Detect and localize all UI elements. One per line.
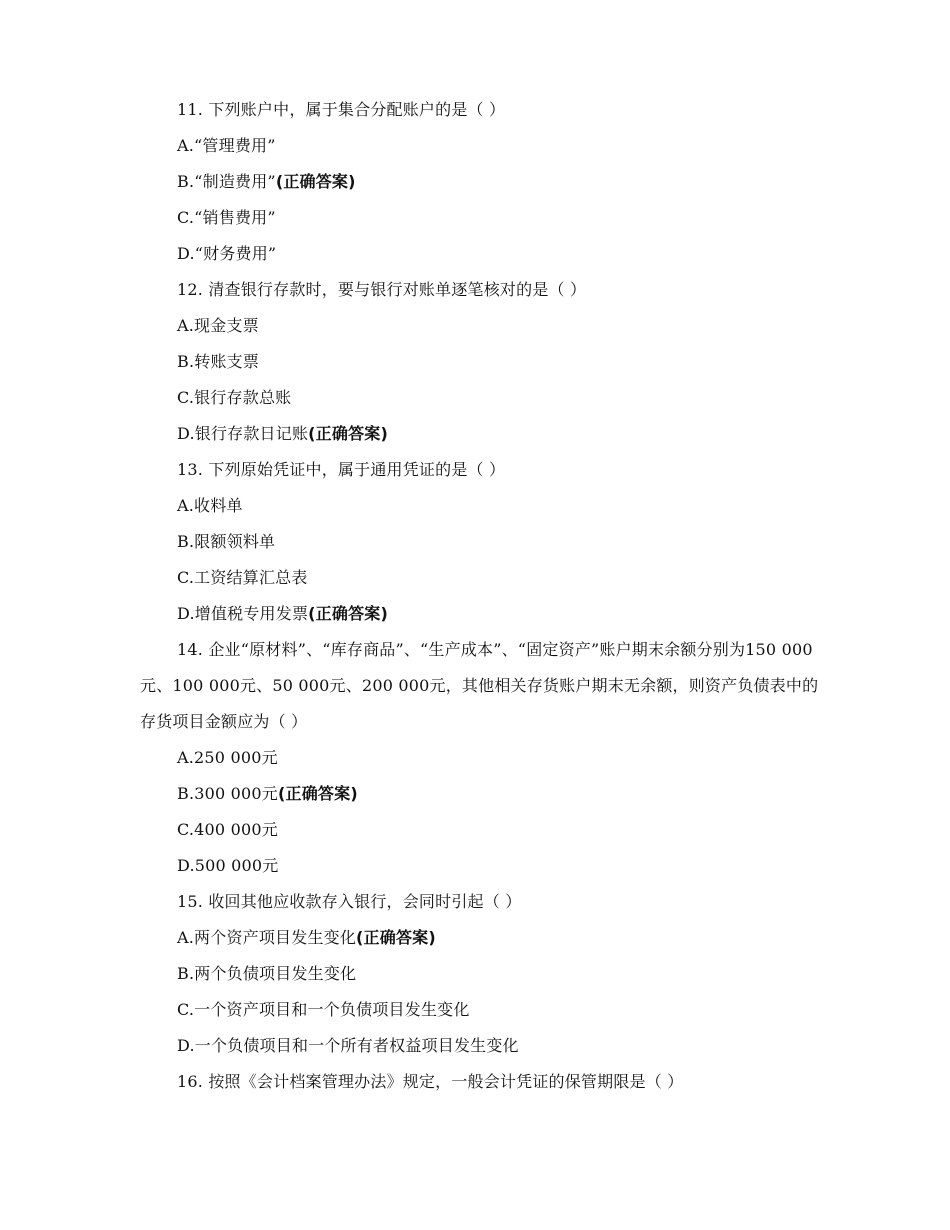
option-a xyxy=(140,128,820,164)
option-b xyxy=(140,956,820,992)
option-text: D.“财务费用” xyxy=(177,244,277,263)
option-a xyxy=(140,740,820,776)
option-a xyxy=(140,308,820,344)
option-d xyxy=(140,596,820,632)
option-b xyxy=(140,344,820,380)
option-c xyxy=(140,380,820,416)
option-text: A.250 000元 xyxy=(177,748,278,767)
option-text: D.银行存款日记账 xyxy=(177,424,309,443)
option-b xyxy=(140,776,820,812)
option-text: B.限额领料单 xyxy=(177,532,276,551)
option-text: B.“制造费用” xyxy=(177,172,276,191)
question-stem: 15. 收回其他应收款存入银行，会同时引起（ ） xyxy=(177,892,522,911)
option-a xyxy=(140,488,820,524)
option-d xyxy=(140,236,820,272)
option-text: C.一个资产项目和一个负债项目发生变化 xyxy=(177,1000,470,1019)
option-c xyxy=(140,812,820,848)
option-text: C.400 000元 xyxy=(177,820,278,839)
option-text: D.一个负债项目和一个所有者权益项目发生变化 xyxy=(177,1036,519,1055)
option-text: D.500 000元 xyxy=(177,856,279,875)
option-text: C.“销售费用” xyxy=(177,208,276,227)
correct-answer-mark: (正确答案) xyxy=(356,928,436,947)
option-d xyxy=(140,848,820,884)
question-stem: 16. 按照《会计档案管理办法》规定，一般会计凭证的保管期限是（ ） xyxy=(177,1072,684,1091)
correct-answer-mark: (正确答案) xyxy=(278,784,358,803)
option-b xyxy=(140,524,820,560)
option-c xyxy=(140,200,820,236)
option-c xyxy=(140,560,820,596)
option-a xyxy=(140,920,820,956)
option-text: C.工资结算汇总表 xyxy=(177,568,308,587)
question-stem: 12. 清查银行存款时，要与银行对账单逐笔核对的是（ ） xyxy=(177,280,587,299)
question-stem: 13. 下列原始凭证中，属于通用凭证的是（ ） xyxy=(177,460,506,479)
correct-answer-mark: (正确答案) xyxy=(308,424,388,443)
option-text: A.两个资产项目发生变化 xyxy=(177,928,357,947)
option-text: B.两个负债项目发生变化 xyxy=(177,964,357,983)
option-text: A.现金支票 xyxy=(177,316,259,335)
option-c xyxy=(140,992,820,1028)
option-text: A.收料单 xyxy=(177,496,243,515)
correct-answer-mark: (正确答案) xyxy=(308,604,388,623)
option-d xyxy=(140,416,820,452)
option-text: B.转账支票 xyxy=(177,352,260,371)
option-d xyxy=(140,1028,820,1064)
question-stem: 11. 下列账户中，属于集合分配账户的是（ ） xyxy=(177,100,506,119)
question-stem: 14. 企业“原材料”、“库存商品”、“生产成本”、“固定资产”账户期末余额分别为150 000元、100 000元、50 000元、200 000元，其他相关存货账户期末无余额，则资产负债表中的存货项目金额应为（ ） xyxy=(140,640,819,731)
question-list xyxy=(140,92,820,1100)
option-text: C.银行存款总账 xyxy=(177,388,292,407)
option-b xyxy=(140,164,820,200)
option-text: A.“管理费用” xyxy=(177,136,276,155)
correct-answer-mark: (正确答案) xyxy=(275,172,356,191)
option-text: B.300 000元 xyxy=(177,784,279,803)
option-text: D.增值税专用发票 xyxy=(177,604,309,623)
